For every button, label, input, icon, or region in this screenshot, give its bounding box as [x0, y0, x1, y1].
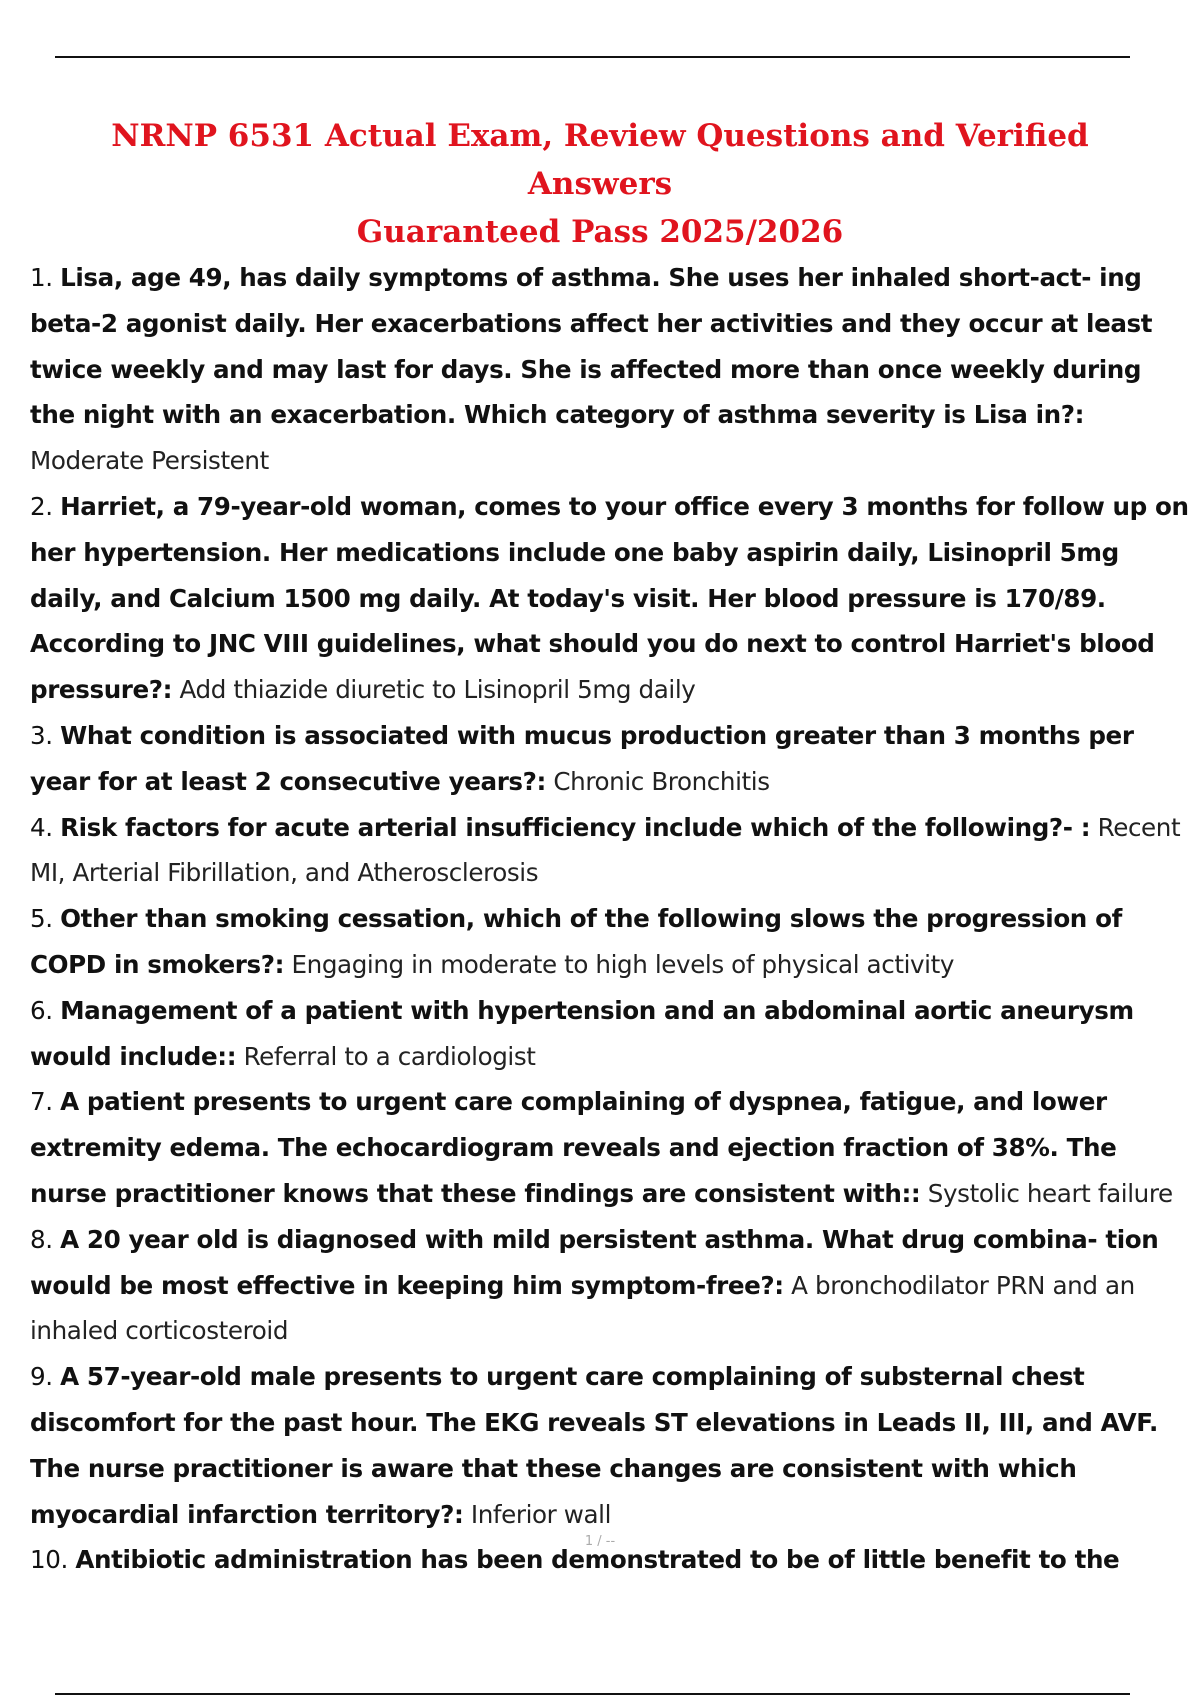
- question-item-1: [30, 255, 1190, 484]
- question-number: 6.: [30, 995, 61, 1025]
- question-item-8: [30, 1217, 1190, 1354]
- question-text: Antibiotic administration has been demonstrated to be of little benefit to the: [75, 1545, 1120, 1575]
- title-line-2: Guaranteed Pass 2025/2026: [356, 214, 844, 250]
- question-item-6: [30, 988, 1190, 1080]
- answer-text: Recent MI, Arterial Fibrillation, and Atherosclerosis: [30, 812, 1181, 888]
- answer-text: Engaging in moderate to high levels of physical activity: [291, 949, 955, 979]
- question-item-3: [30, 713, 1190, 805]
- title-line-1: NRNP 6531 Actual Exam, Review Questions and Verified Answers: [111, 118, 1089, 202]
- answer-text: Inferior wall: [470, 1499, 612, 1529]
- question-item-2: [30, 484, 1190, 713]
- question-number: 5.: [30, 904, 61, 934]
- answer-text: Referral to a cardiologist: [243, 1041, 536, 1071]
- question-text: Other than smoking cessation, which of the following slows the progression of COPD in smokers?:: [30, 904, 1122, 979]
- question-number: 7.: [30, 1087, 61, 1117]
- answer-text: Moderate Persistent: [30, 446, 269, 476]
- document-title: [60, 112, 1140, 256]
- question-number: 3.: [30, 720, 61, 750]
- question-number: 2.: [30, 491, 61, 521]
- question-text: Management of a patient with hypertension and an abdominal aortic aneurysm would include::: [30, 995, 1134, 1071]
- question-item-9: [30, 1354, 1190, 1537]
- question-number: 10.: [30, 1545, 76, 1575]
- question-number: 1.: [30, 263, 61, 292]
- answer-text: Add thiazide diuretic to Lisinopril 5mg daily: [179, 675, 696, 705]
- question-number: 4.: [30, 812, 61, 842]
- question-text: Lisa, age 49, has daily symptoms of asthma. She uses her inhaled short-act- ing beta-2 agonist daily. Her exacerbations affect her activities and they occur at least twice weekly and may last for days. She is affected more than once weekly during the night with an exacerbation. Which category of asthma severity is Lisa in?:: [30, 263, 1153, 430]
- page-number: 1 / --: [584, 1534, 616, 1549]
- question-item-4: [30, 805, 1190, 897]
- question-text: A 57-year-old male presents to urgent care complaining of substernal chest discomfort for the past hour. The EKG reveals ST elevations in Leads II, III, and AVF. The nurse practitioner is aware that these changes are consistent with which myocardial infarction territory?:: [30, 1362, 1158, 1529]
- bottom-rule: [55, 1693, 1130, 1695]
- answer-text: Systolic heart failure: [927, 1178, 1173, 1208]
- question-text: Harriet, a 79-year-old woman, comes to your office every 3 months for follow up on her hypertension. Her medications include one baby aspirin daily, Lisinopril 5mg daily, and Calcium 1500 mg daily. At today's visit. Her blood pressure is 170/89. According to JNC VIII guidelines, what should you do next to control Harriet's blood pressure?:: [30, 491, 1189, 705]
- question-number: 9.: [30, 1362, 61, 1392]
- question-text: Risk factors for acute arterial insufficiency include which of the following?- :: [60, 812, 1091, 842]
- question-text: What condition is associated with mucus production greater than 3 months per year for at least 2 consecutive years?:: [30, 720, 1134, 796]
- question-text: A patient presents to urgent care complaining of dyspnea, fatigue, and lower extremity edema. The echocardiogram reveals and ejection fraction of 38%. The nurse practitioner knows that these findings are consistent with::: [30, 1087, 1117, 1208]
- question-item-5: [30, 896, 1190, 988]
- answer-text: A bronchodilator PRN and an inhaled corticosteroid: [30, 1270, 1135, 1346]
- question-list: [30, 255, 1190, 1583]
- top-rule: [55, 56, 1130, 58]
- question-number: 8.: [30, 1224, 61, 1254]
- answer-text: Chronic Bronchitis: [553, 766, 770, 796]
- question-item-7: [30, 1079, 1190, 1216]
- question-text: A 20 year old is diagnosed with mild persistent asthma. What drug combina- tion would be most effective in keeping him symptom-free?:: [30, 1224, 1159, 1300]
